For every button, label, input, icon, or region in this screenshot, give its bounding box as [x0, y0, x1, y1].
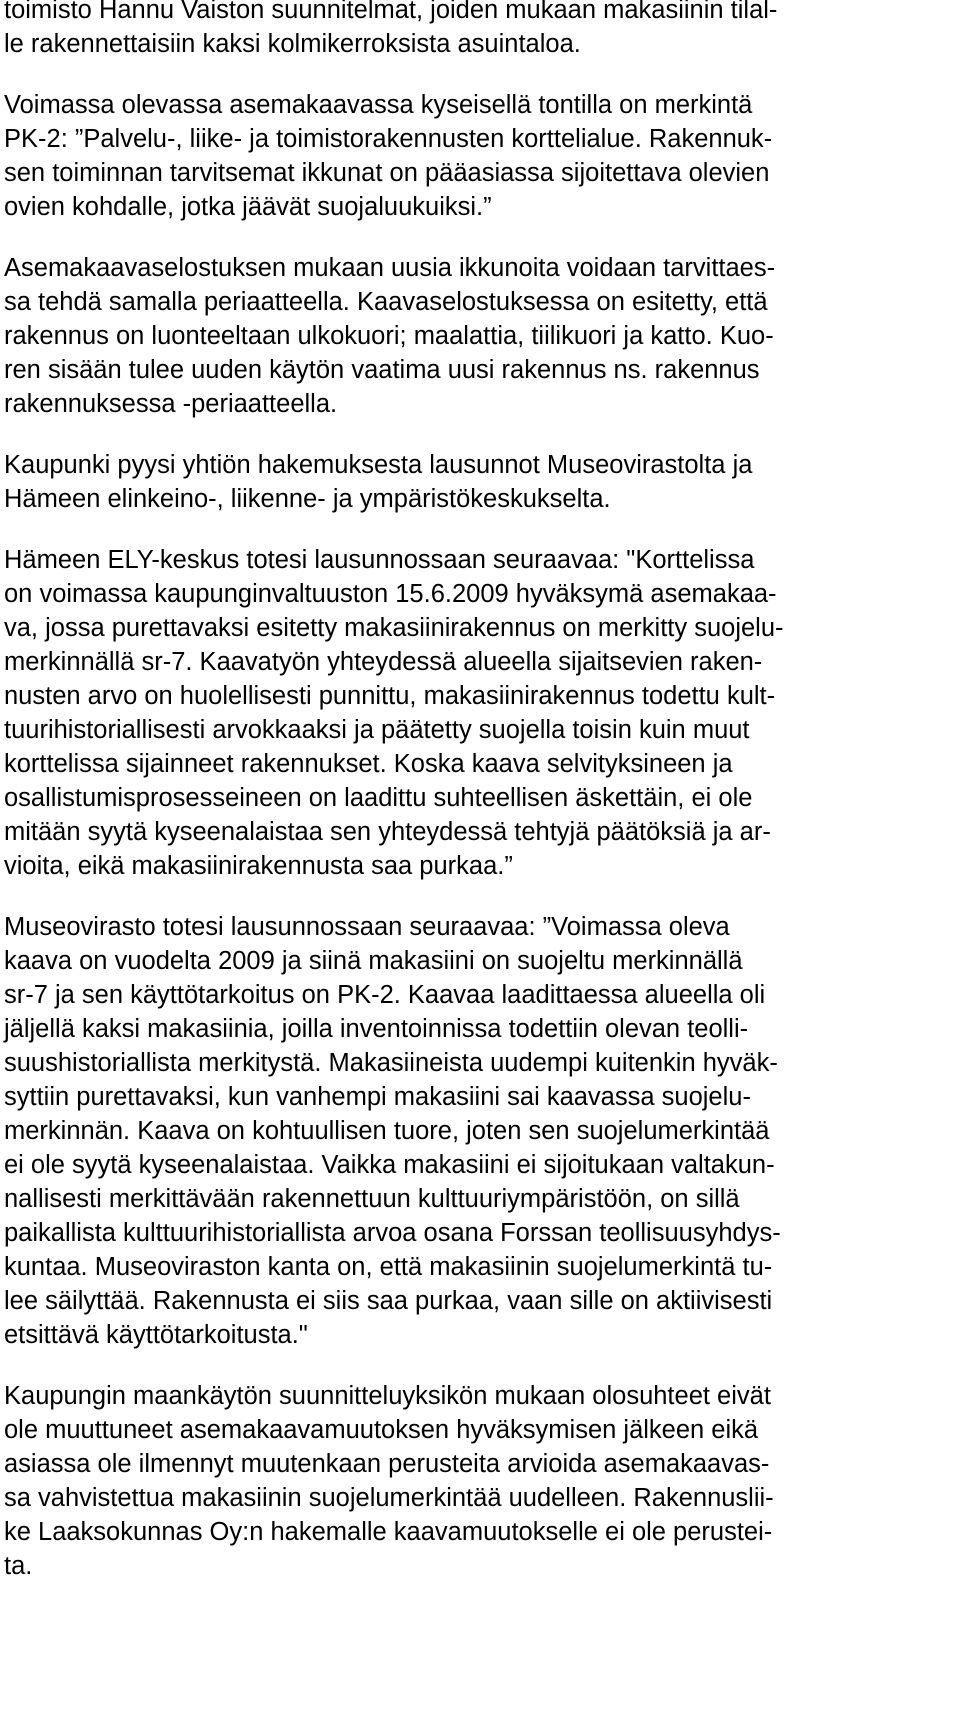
text-line: ke Laaksokunnas Oy:n hakemalle kaavamuutokselle ei ole perustei- — [4, 1518, 773, 1546]
text-line: ta. — [4, 1552, 33, 1580]
text-line: suushistoriallista merkitystä. Makasiineista uudempi kuitenkin hyväk- — [4, 1049, 778, 1077]
document-page — [4, 0, 954, 1583]
text-line: syttiin purettavaksi, kun vanhempi makasiini sai kaavassa suojelu- — [4, 1083, 751, 1111]
text-line: jäljellä kaksi makasiinia, joilla inventoinnissa todettiin olevan teolli- — [4, 1015, 749, 1043]
paragraph-gap — [4, 421, 954, 448]
paragraph — [4, 543, 954, 883]
text-line: vioita, eikä makasiinirakennusta saa purkaa.” — [4, 852, 513, 880]
text-line: korttelissa sijainneet rakennukset. Koska kaava selvityksineen ja — [4, 750, 733, 778]
text-line: Hämeen elinkeino-, liikenne- ja ympäristökeskukselta. — [4, 485, 611, 513]
text-line: paikallista kulttuurihistoriallista arvoa osana Forssan teollisuusyhdys- — [4, 1219, 781, 1247]
text-line: kuntaa. Museoviraston kanta on, että makasiinin suojelumerkintä tu- — [4, 1253, 773, 1281]
text-line: Kaupunki pyysi yhtiön hakemuksesta lausunnot Museovirastolta ja — [4, 451, 753, 479]
text-line: Voimassa olevassa asemakaavassa kyseisellä tontilla on merkintä — [4, 91, 753, 119]
text-line: rakennuksessa -periaatteella. — [4, 390, 338, 418]
text-line: Museovirasto totesi lausunnossaan seuraavaa: ”Voimassa oleva — [4, 913, 730, 941]
text-line: PK-2: ”Palvelu-, liike- ja toimistorakennusten korttelialue. Rakennuk- — [4, 125, 773, 153]
text-line: nusten arvo on huolellisesti punnittu, makasiinirakennus todettu kult- — [4, 682, 776, 710]
text-line: tuurihistoriallisesti arvokkaaksi ja päätetty suojella toisin kuin muut — [4, 716, 750, 744]
text-line: ei ole syytä kyseenalaistaa. Vaikka makasiini ei sijoitukaan valtakun- — [4, 1151, 775, 1179]
text-line: sa vahvistettua makasiinin suojelumerkintää uudelleen. Rakennuslii- — [4, 1484, 774, 1512]
paragraph — [4, 88, 954, 224]
text-line: le rakennettaisiin kaksi kolmikerroksista asuintaloa. — [4, 30, 581, 58]
text-line: lee säilyttää. Rakennusta ei siis saa purkaa, vaan sille on aktiivisesti — [4, 1287, 773, 1315]
text-line: nallisesti merkittävään rakennettuun kulttuuriympäristöön, on sillä — [4, 1185, 740, 1213]
paragraph-gap — [4, 1352, 954, 1379]
text-line: sa tehdä samalla periaatteella. Kaavaselostuksessa on esitetty, että — [4, 288, 768, 316]
text-line: asiassa ole ilmennyt muutenkaan perusteita arvioida asemakaavas- — [4, 1450, 770, 1478]
text-line: sen toiminnan tarvitsemat ikkunat on pääasiassa sijoitettava olevien — [4, 159, 770, 187]
text-line: mitään syytä kyseenalaistaa sen yhteydessä tehtyjä päätöksiä ja ar- — [4, 818, 771, 846]
paragraph — [4, 910, 954, 1352]
text-line: merkinnän. Kaava on kohtuullisen tuore, joten sen suojelumerkintää — [4, 1117, 770, 1145]
text-line: va, jossa purettavaksi esitetty makasiinirakennus on merkitty suojelu- — [4, 614, 784, 642]
text-line: ren sisään tulee uuden käytön vaatima uusi rakennus ns. rakennus — [4, 356, 760, 384]
text-line: Hämeen ELY-keskus totesi lausunnossaan seuraavaa: "Korttelissa — [4, 546, 755, 574]
text-line: osallistumisprosesseineen on laadittu suhteellisen äskettäin, ei ole — [4, 784, 753, 812]
paragraph-gap — [4, 883, 954, 910]
text-line: sr-7 ja sen käyttötarkoitus on PK-2. Kaavaa laadittaessa alueella oli — [4, 981, 766, 1009]
paragraph — [4, 0, 954, 61]
text-line: rakennus on luonteeltaan ulkokuori; maalattia, tiilikuori ja katto. Kuo- — [4, 322, 774, 350]
paragraph-gap — [4, 516, 954, 543]
text-line: on voimassa kaupunginvaltuuston 15.6.2009 hyväksymä asemakaa- — [4, 580, 777, 608]
text-line: toimisto Hannu Vaiston suunnitelmat, joiden mukaan makasiinin tilal- — [4, 0, 778, 24]
paragraph-gap — [4, 61, 954, 88]
text-line: ole muuttuneet asemakaavamuutoksen hyväksymisen jälkeen eikä — [4, 1416, 759, 1444]
text-line: Kaupungin maankäytön suunnitteluyksikön mukaan olosuhteet eivät — [4, 1382, 771, 1410]
paragraph — [4, 251, 954, 421]
text-line: Asemakaavaselostuksen mukaan uusia ikkunoita voidaan tarvittaes- — [4, 254, 776, 282]
text-line: ovien kohdalle, jotka jäävät suojaluukuiksi.” — [4, 193, 492, 221]
paragraph — [4, 1379, 954, 1583]
text-line: kaava on vuodelta 2009 ja siinä makasiini on suojeltu merkinnällä — [4, 947, 743, 975]
text-line: etsittävä käyttötarkoitusta." — [4, 1321, 308, 1349]
text-line: merkinnällä sr-7. Kaavatyön yhteydessä alueella sijaitsevien raken- — [4, 648, 763, 676]
paragraph — [4, 448, 954, 516]
paragraph-gap — [4, 224, 954, 251]
